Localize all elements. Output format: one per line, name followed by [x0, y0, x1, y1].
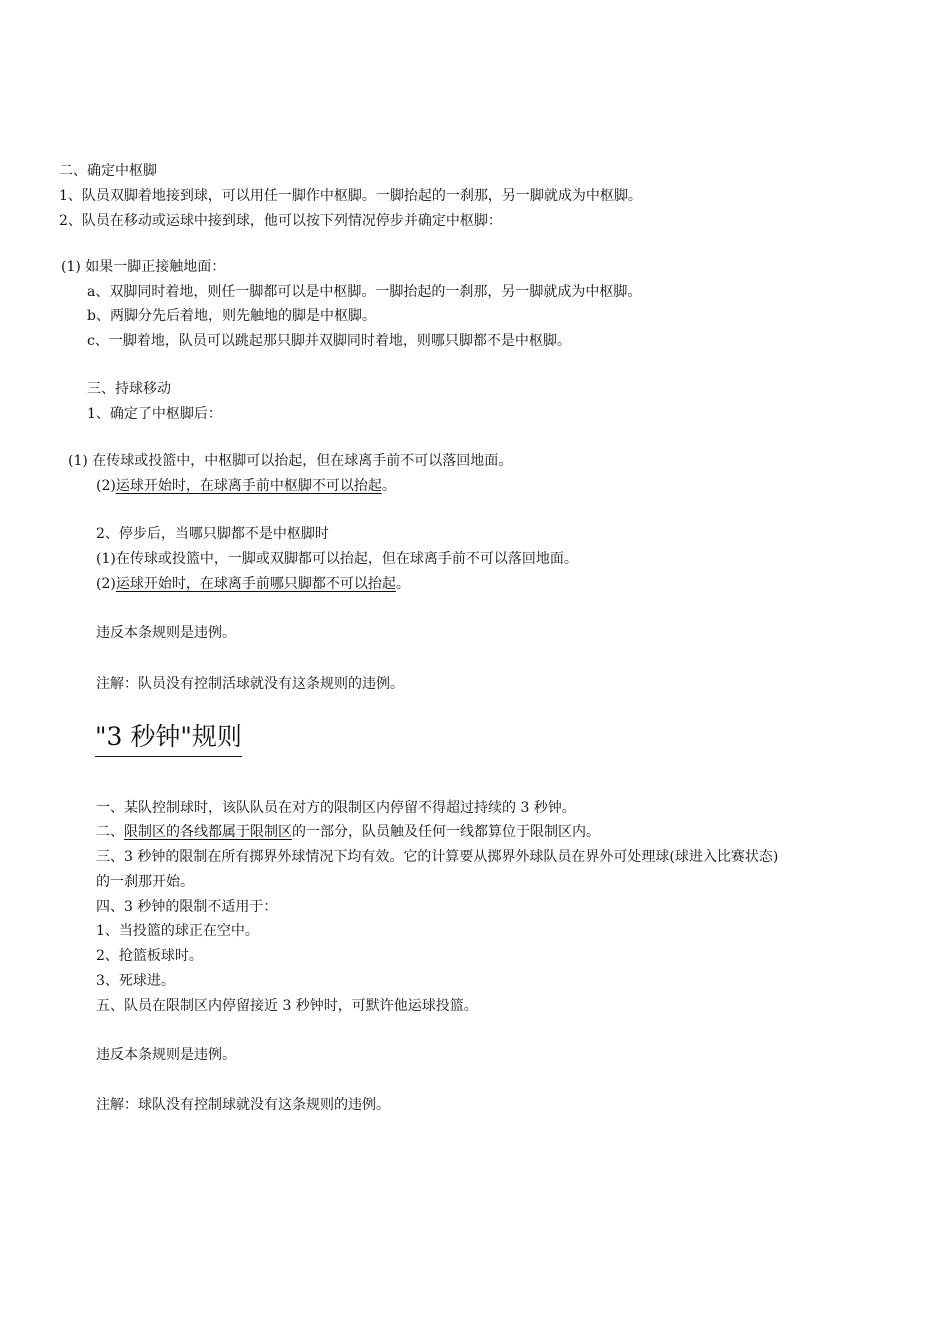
- sub-item: (1) 如果一脚正接触地面：: [61, 259, 226, 275]
- list-item: a、双脚同时着地，则任一脚都可以是中枢脚。一脚抬起的一刹那，另一脚就成为中枢脚。: [87, 284, 642, 300]
- annotation-note: 注解：队员没有控制活球就没有这条规则的违例。: [96, 676, 404, 692]
- section-heading-holding-ball: 三、持球移动: [87, 381, 171, 397]
- exception-item: 3、死球进。: [96, 973, 175, 989]
- exception-item: 2、抢篮板球时。: [96, 948, 203, 964]
- violation-note: 违反本条规则是违例。: [96, 625, 236, 641]
- underlined-text: 限制区的各线都属于限制区: [124, 824, 292, 840]
- underlined-text: 运球开始时，在球离手前哪只脚都不可以抬起: [115, 576, 396, 592]
- rule-item-continued: 的一刹那开始。: [96, 874, 194, 890]
- exception-item: 1、当投篮的球正在空中。: [96, 923, 259, 939]
- annotation-note: 注解：球队没有控制球就没有这条规则的违例。: [96, 1097, 390, 1113]
- paragraph: 1、确定了中枢脚后：: [87, 406, 222, 422]
- list-item: (2)运球开始时，在球离手前哪只脚都不可以抬起。: [96, 576, 410, 592]
- list-item: b、两脚分先后着地，则先触地的脚是中枢脚。: [87, 308, 376, 324]
- paragraph: 1、队员双脚着地接到球，可以用任一脚作中枢脚。一脚抬起的一刹那，另一脚就成为中枢脚。: [59, 188, 642, 204]
- rule-item: 二、限制区的各线都属于限制区的一部分，队员触及任何一线都算位于限制区内。: [96, 824, 600, 840]
- list-item: (2)运球开始时，在球离手前中枢脚不可以抬起。: [96, 478, 396, 494]
- rule-title-3-seconds: "3 秒钟"规则: [95, 720, 242, 757]
- violation-note: 违反本条规则是违例。: [96, 1047, 236, 1063]
- list-item: (1)在传球或投篮中，一脚或双脚都可以抬起，但在球离手前不可以落回地面。: [96, 551, 578, 567]
- paragraph: 2、队员在移动或运球中接到球，他可以按下列情况停步并确定中枢脚：: [59, 213, 502, 229]
- rule-item: 三、3 秒钟的限制在所有掷界外球情况下均有效。它的计算要从掷界外球队员在界外可处理球(球进入比赛状态): [96, 849, 779, 865]
- rule-item: 一、某队控制球时，该队队员在对方的限制区内停留不得超过持续的 3 秒钟。: [96, 800, 576, 816]
- paragraph: 2、停步后，当哪只脚都不是中枢脚时: [96, 526, 329, 542]
- list-item: c、一脚着地，队员可以跳起那只脚并双脚同时着地，则哪只脚都不是中枢脚。: [87, 333, 571, 349]
- rule-item: 五、队员在限制区内停留接近 3 秒钟时，可默许他运球投篮。: [96, 998, 478, 1014]
- rule-item: 四、3 秒钟的限制不适用于：: [96, 899, 278, 915]
- list-item: (1) 在传球或投篮中，中枢脚可以抬起，但在球离手前不可以落回地面。: [68, 453, 513, 469]
- underlined-text: 运球开始时，在球离手前中枢脚不可以抬起: [115, 478, 382, 494]
- section-heading-pivot-foot: 二、确定中枢脚: [59, 163, 157, 179]
